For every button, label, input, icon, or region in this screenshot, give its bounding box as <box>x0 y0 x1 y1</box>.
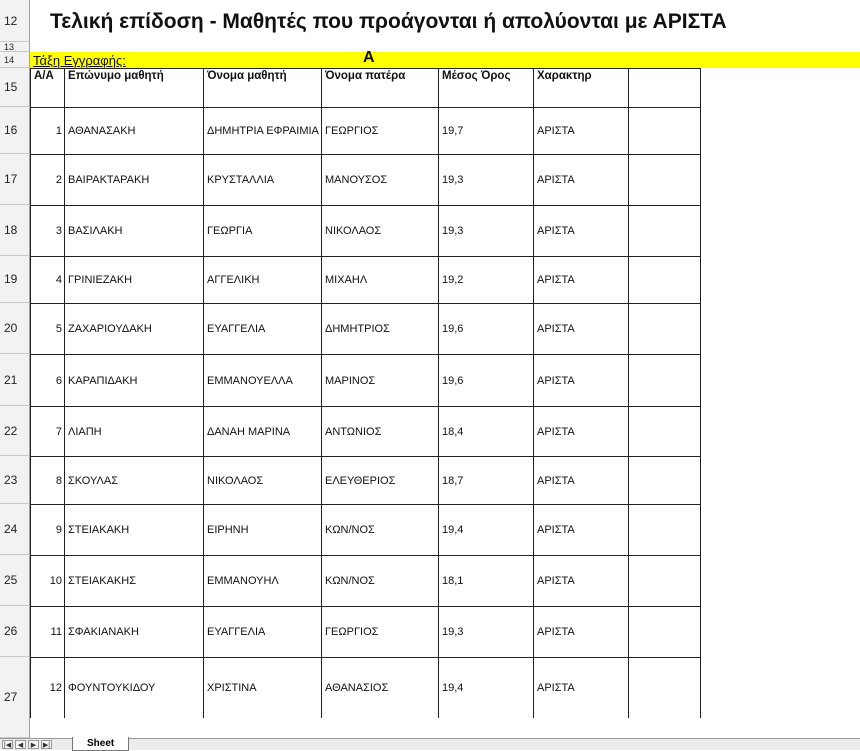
header-name: Όνομα μαθητή <box>207 70 287 82</box>
row-header-27[interactable]: 27 <box>0 657 30 738</box>
cell-aa: 11 <box>50 626 62 638</box>
cell-aa: 5 <box>55 323 62 335</box>
header-father: Όνομα πατέρα <box>325 70 406 82</box>
cell-average: 19,6 <box>442 323 464 335</box>
cell-grade: ΑΡΙΣΤΑ <box>537 474 575 487</box>
cell-surname: ΣΤΕΙΑΚΑΚΗ <box>68 524 130 536</box>
cell-father: ΔΗΜΗΤΡΙΟΣ <box>325 323 390 335</box>
row-header-19[interactable]: 19 <box>0 256 30 303</box>
cell-aa: 12 <box>49 682 62 694</box>
header-grade: Χαρακτηρ <box>537 70 592 82</box>
cell-surname: ΣΦΑΚΙΑΝΑΚΗ <box>68 626 139 638</box>
cell-grade: ΑΡΙΣΤΑ <box>537 524 575 536</box>
cell-aa: 10 <box>49 575 62 587</box>
cell-name: ΕΙΡΗΝΗ <box>207 524 249 536</box>
cell-name: ΕΥΑΓΓΕΛΙΑ <box>207 323 266 335</box>
cell-surname: ΖΑΧΑΡΙΟΥΔΑΚΗ <box>68 323 152 335</box>
header-aa: Α/Α <box>34 70 54 82</box>
cell-name: ΝΙΚΟΛΑΟΣ <box>207 474 264 487</box>
header-empty <box>629 68 700 88</box>
cell-aa: 3 <box>55 225 62 237</box>
cell-grade: ΑΡΙΣΤΑ <box>537 682 575 694</box>
cell-grade: ΑΡΙΣΤΑ <box>537 425 575 438</box>
cell-father: ΚΩΝ/ΝΟΣ <box>325 575 375 587</box>
cell-father: ΜΙΧΑΗΛ <box>325 274 368 286</box>
cell-average: 19,4 <box>442 524 464 536</box>
cell-aa: 2 <box>55 174 62 186</box>
row-header-15[interactable]: 15 <box>0 68 30 107</box>
cell-father: ΓΕΩΡΓΙΟΣ <box>325 125 379 137</box>
cell-aa: 8 <box>55 474 62 487</box>
last-sheet-button[interactable]: ▶| <box>42 742 51 749</box>
cell-aa: 6 <box>55 374 62 387</box>
cell-father: ΝΙΚΟΛΑΟΣ <box>325 225 382 237</box>
cell-father: ΕΛΕΥΘΕΡΙΟΣ <box>325 474 396 487</box>
cell-name: ΕΥΑΓΓΕΛΙΑ <box>207 626 266 638</box>
prev-sheet-button[interactable]: ◀ <box>15 740 26 749</box>
cell-name: ΔΗΜΗΤΡΙΑ ΕΦΡΑΙΜΙΑ <box>207 124 319 137</box>
header-average: Μέσος Όρος <box>442 70 511 82</box>
cell-average: 19,4 <box>442 682 464 694</box>
cell-average: 19,3 <box>442 225 464 237</box>
cell-name: ΑΓΓΕΛΙΚΗ <box>207 274 260 286</box>
cell-surname: ΦΟΥΝΤΟΥΚΙΔΟΥ <box>68 682 156 694</box>
class-row <box>30 49 860 68</box>
cell-surname: ΒΑΣΙΛΑΚΗ <box>68 225 123 237</box>
sheet-tab-bar <box>0 738 860 750</box>
row-header-20[interactable]: 20 <box>0 303 30 354</box>
row-header-23[interactable]: 23 <box>0 456 30 504</box>
cell-average: 19,3 <box>442 174 464 186</box>
grid-vline <box>700 68 701 718</box>
cell-surname: ΛΙΑΠΗ <box>68 425 102 438</box>
cell-father: ΜΑΝΟΥΣΟΣ <box>325 174 388 186</box>
cell-father: ΑΘΑΝΑΣΙΟΣ <box>325 682 389 694</box>
cell-aa: 9 <box>55 524 62 536</box>
cell-surname: ΣΤΕΙΑΚΑΚΗΣ <box>68 575 137 587</box>
cell-father: ΑΝΤΩΝΙΟΣ <box>325 425 382 438</box>
row-header-24[interactable]: 24 <box>0 504 30 555</box>
cell-name: ΓΕΩΡΓΙΑ <box>207 225 253 237</box>
cell-grade: ΑΡΙΣΤΑ <box>537 125 575 137</box>
cell-surname: ΑΘΑΝΑΣΑΚΗ <box>68 125 136 137</box>
cell-grade: ΑΡΙΣΤΑ <box>537 174 575 186</box>
cell-name: ΕΜΜΑΝΟΥΗΛ <box>207 575 279 587</box>
row-header-26[interactable]: 26 <box>0 606 30 657</box>
next-sheet-button[interactable]: ▶ <box>28 740 39 749</box>
cell-grade: ΑΡΙΣΤΑ <box>537 274 575 286</box>
cell-surname: ΣΚΟΥΛΑΣ <box>68 474 119 487</box>
row-header-25[interactable]: 25 <box>0 555 30 606</box>
cell-grade: ΑΡΙΣΤΑ <box>537 225 575 237</box>
cell-surname: ΚΑΡΑΠΙΔΑΚΗ <box>68 374 138 387</box>
cell-average: 19,3 <box>442 626 464 638</box>
cell-average: 19,6 <box>442 374 464 387</box>
cell-average: 18,4 <box>442 425 464 438</box>
first-sheet-button[interactable]: |◀ <box>3 742 12 749</box>
header-surname: Επώνυμο μαθητή <box>68 70 164 82</box>
cell-surname: ΒΑΙΡΑΚΤΑΡΑΚΗ <box>68 174 150 186</box>
cell-average: 18,7 <box>442 474 464 487</box>
cell-name: ΕΜΜΑΝΟΥΕΛΛΑ <box>207 374 293 387</box>
row-header-18[interactable]: 18 <box>0 205 30 256</box>
row-header-21[interactable]: 21 <box>0 354 30 406</box>
cell-name: ΔΑΝΑΗ ΜΑΡΙΝΑ <box>207 425 291 438</box>
cell-father: ΓΕΩΡΓΙΟΣ <box>325 626 379 638</box>
row-header-13[interactable]: 13 <box>0 42 30 52</box>
class-value: Α <box>363 49 375 66</box>
row-header-22[interactable]: 22 <box>0 406 30 456</box>
cell-aa: 1 <box>55 125 62 137</box>
row-header-17[interactable]: 17 <box>0 154 30 205</box>
row-header-12[interactable]: 12 <box>0 0 30 42</box>
cell-grade: ΑΡΙΣΤΑ <box>537 323 575 335</box>
grid-vline <box>628 68 629 718</box>
cell-father: ΚΩΝ/ΝΟΣ <box>325 524 375 536</box>
sheet-tab[interactable]: Sheet <box>72 737 129 751</box>
page-title: Τελική επίδοση - Μαθητές που προάγονται ή απολύονται με ΑΡΙΣΤΑ <box>50 10 727 33</box>
row-header-16[interactable]: 16 <box>0 107 30 154</box>
cell-name: ΚΡΥΣΤΑΛΛΙΑ <box>207 174 275 186</box>
row-header-14[interactable]: 14 <box>0 52 30 68</box>
cell-average: 19,7 <box>442 125 464 137</box>
class-label: Τάξη Εγγραφής: <box>33 53 126 68</box>
cell-average: 18,1 <box>442 575 464 587</box>
cell-grade: ΑΡΙΣΤΑ <box>537 575 575 587</box>
cell-name: ΧΡΙΣΤΙΝΑ <box>207 682 257 694</box>
cell-surname: ΓΡΙΝΙΕΖΑΚΗ <box>68 274 133 286</box>
cell-aa: 4 <box>55 274 62 286</box>
cell-father: ΜΑΡΙΝΟΣ <box>325 374 376 387</box>
cell-grade: ΑΡΙΣΤΑ <box>537 374 575 387</box>
cell-aa: 7 <box>55 425 62 438</box>
cell-average: 19,2 <box>442 274 464 286</box>
cell-grade: ΑΡΙΣΤΑ <box>537 626 575 638</box>
